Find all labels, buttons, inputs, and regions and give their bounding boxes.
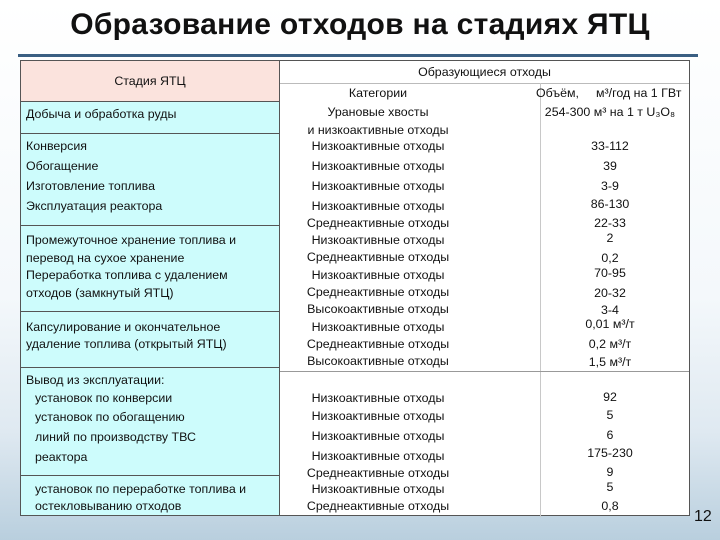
row-separator [21,367,279,368]
stage-conversion: Конверсия [26,139,88,153]
vol-reprocess-mid: 20-32 [594,286,626,300]
vol-encaps-mid: 0,2 м³/т [588,337,632,351]
cat-tails-2: и низкоактивные отходы [307,123,449,137]
cat-storage-mid: Среднеактивные отходы [306,250,450,264]
stage-encaps-1: Капсулирование и окончательное [26,320,221,334]
stage-decom-conversion: установок по конверсии [35,391,173,405]
volume-header: Объём, [536,86,579,100]
page-title: Образование отходов на стадиях ЯТЦ [70,8,650,41]
stage-column [20,60,280,516]
stage-encaps-2: удаление топлива (открытый ЯТЦ) [26,337,227,351]
cat-decom-tvs: Низкоактивные отходы [311,429,445,443]
stage-storage-2: перевод на сухое хранение [26,251,185,265]
stage-reprocess-2: отходов (замкнутый ЯТЦ) [26,286,174,300]
vol-conversion: 33-112 [591,139,629,153]
cat-reprocess-mid: Среднеактивные отходы [306,285,450,299]
wastes-header: Образующиеся отходы [418,65,551,79]
vol-storage-low: 2 [606,231,614,245]
stage-decom-reprocess-1: установок по переработке топлива и [35,482,247,496]
cat-decom-reactor-low: Низкоактивные отходы [311,449,445,463]
cat-encaps-low: Низкоактивные отходы [311,320,445,334]
vol-decom-reactor-low: 175-230 [587,446,633,460]
row-separator [280,371,689,372]
vol-decom-reprocess-mid: 0,8 [601,499,619,513]
stage-decommission: Вывод из эксплуатации: [26,373,165,387]
vol-encaps-low: 0,01 м³/т [585,317,635,331]
cat-operation-low: Низкоактивные отходы [311,199,445,213]
row-separator [21,311,279,312]
waste-table [20,60,690,516]
cat-decom-reprocess-low: Низкоактивные отходы [311,482,445,496]
row-separator [21,133,279,134]
cat-decom-enrichment: Низкоактивные отходы [311,409,445,423]
vol-decom-tvs: 6 [606,428,614,442]
stage-enrichment: Обогащение [26,159,99,173]
stage-operation: Эксплуатация реактора [26,199,163,213]
stage-decom-reactor: реактора [35,450,88,464]
stage-mining: Добыча и обработка руды [26,107,177,121]
row-separator [21,225,279,226]
vol-decom-reactor-mid: 9 [606,465,614,479]
cat-decom-reprocess-mid: Среднеактивные отходы [306,499,450,513]
vol-decom-enrichment: 5 [606,408,614,422]
vol-storage-mid: 0,2 [601,251,619,265]
cat-decom-reactor-mid: Среднеактивные отходы [306,466,450,480]
waste-column [280,60,690,516]
cat-reprocess-high: Высокоактивные отходы [307,302,449,316]
vol-decom-conversion: 92 [603,390,617,404]
stage-header: Стадия ЯТЦ [21,61,279,102]
cat-encaps-high: Высокоактивные отходы [307,354,449,368]
title-underline [18,54,698,57]
categories-header: Категории [348,86,408,100]
cat-conversion: Низкоактивные отходы [311,139,445,153]
cat-decom-conversion: Низкоактивные отходы [311,391,445,405]
stage-decom-tvs: линий по производству ТВС [35,430,196,444]
cat-encaps-mid: Среднеактивные отходы [306,337,450,351]
vol-operation-low: 86-130 [590,197,630,211]
row-separator [21,475,279,476]
cat-enrichment: Низкоактивные отходы [311,159,445,173]
stage-storage-1: Промежуточное хранение топлива и [26,233,237,247]
cat-storage-low: Низкоактивные отходы [311,233,445,247]
page-number: 12 [694,508,712,525]
vol-decom-reprocess-low: 5 [606,480,614,494]
cat-reprocess-low: Низкоактивные отходы [311,268,445,282]
vol-mining: 254-300 м³ на 1 т U₃O₈ [544,105,676,119]
vol-encaps-high: 1,5 м³/т [588,355,632,369]
cat-operation-mid: Среднеактивные отходы [306,216,450,230]
vol-reprocess-low: 70-95 [594,266,626,280]
stage-decom-reprocess-2: остекловыванию отходов [35,499,182,513]
vol-fuel: 3-9 [601,179,619,193]
stage-decom-enrichment: установок по обогащению [35,410,185,424]
vol-enrichment: 39 [603,159,617,173]
volume-unit-header: м³/год на 1 ГВт [596,86,682,100]
vol-operation-mid: 22-33 [594,216,626,230]
vol-reprocess-high: 3-4 [601,303,619,317]
stage-reprocess-1: Переработка топлива с удалением [26,268,228,282]
header-separator [280,83,689,84]
cat-fuel: Низкоактивные отходы [311,179,445,193]
cat-tails-1: Урановые хвосты [327,105,429,119]
stage-fuel: Изготовление топлива [26,179,156,193]
